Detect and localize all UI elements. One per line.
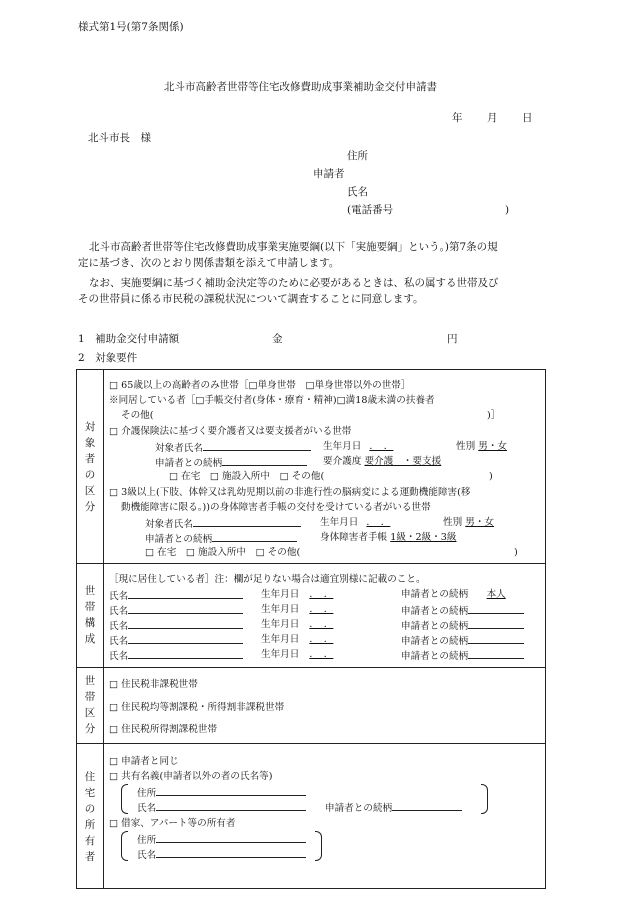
household-dob-field[interactable]: ． ． xyxy=(309,619,334,630)
other-label: その他( xyxy=(121,410,154,421)
requirements-table: 対 象 者 の 区 分 世 帯 構 成 世 帯 区 分 住 宅 の 所 有 者 □ 65歳以上の高齢者のみ世帯［□単身世帯 □単身世帯以外の世帯］ ※同居している者［□手帳交付者(身体・療育・精神)□満18歳未満の扶養者 その他( )］ □ 介護保険法に基づく要介護者又は要支援者がいる世帯 対象者氏名 生年月日 ． ． 性別 男・女 申請者との続柄 要介護度 要介護 ・要支援 □ 在宅 □ 施設入所中 □ その他( ) □ 3級以上(下肢、体幹又は乳幼児期以前の非進行性の脳病変による運動機能障害(移 動機能障害に限る。))の身体障害者手帳の交付を受けている者がいる世帯 対象者氏名 生年月日 ． ． 性別 男・女 申請者との続柄 身体障害者手帳 1級・2級・3級 □ 在宅 □ 施設入所中 □ その他( ) ［現に居住している者］注：欄が足りない場合は適宜別様に記載のこと。 氏名 生年月日 ． ． 申請者との続柄 本人 氏名 生年月日 ． ． 申請者との続柄 氏名 生年月日 ． ． 申請者との続柄 氏名 生年月日 ． ． 申請者との続柄 氏名 生年月日 ． ． 申請者との続柄 □ 住民税非課税世帯 □ 住民税均等割課税・所得割非課税世帯 □ 住民税所得割課税世帯 □ 申請者と同じ □ 共有名義(申請者以外の者の氏名等) 住所 氏名 申請者との続柄 □ 借家、アパート等の所有者 住所 氏名 xyxy=(76,369,546,889)
section-header-household: 世 帯 構 成 xyxy=(84,585,96,645)
care-target-relation: 申請者との続柄 xyxy=(155,455,307,470)
addressee: 北斗市長 様 xyxy=(88,132,151,144)
row-divider-2 xyxy=(77,667,545,668)
column-divider xyxy=(103,370,104,888)
item2-label: 2 対象要件 xyxy=(78,352,138,364)
phone-close: ) xyxy=(505,204,510,216)
care-residence-options[interactable]: □ 在宅 □ 施設入所中 □ その他( xyxy=(169,471,325,482)
household-relation-field[interactable] xyxy=(468,633,524,644)
care-target-name: 対象者氏名 xyxy=(155,440,311,455)
applicant-label: 申請者 xyxy=(313,168,345,180)
other-close: )］ xyxy=(487,410,501,421)
care-residence-close: ) xyxy=(489,471,493,482)
intro-p2-line1: なお、実施要綱に基づく補助金決定等のために必要があるときは、私の属する世帯及び xyxy=(89,277,499,289)
disability-target-dob-field[interactable]: ． ． xyxy=(366,517,391,528)
item1-label: 1 補助金交付申請額 xyxy=(78,333,180,345)
row-divider-3 xyxy=(77,743,545,744)
intro-p1-line1: 北斗市高齢者世帯等住宅改修費助成事業実施要綱(以下「実施要綱」という。)第7条の規 xyxy=(89,241,498,253)
household-name-field[interactable] xyxy=(128,603,243,614)
household-dob-field[interactable]: ． ． xyxy=(309,589,334,600)
bracket-left xyxy=(121,831,128,861)
household-name-field[interactable] xyxy=(128,618,243,629)
checkbox-owner-same[interactable]: □ 申請者と同じ xyxy=(109,756,179,767)
household-dob-field[interactable]: ． ． xyxy=(309,634,334,645)
rental-owner-address: 住所 xyxy=(137,832,306,847)
care-level-field[interactable]: 要介護 ・要支援 xyxy=(364,456,442,467)
shared-owner-name-field[interactable] xyxy=(156,800,306,811)
disability-handbook-field[interactable]: 1級・2級・3級 xyxy=(390,532,457,543)
rental-owner-name-field[interactable] xyxy=(156,847,306,858)
form-number: 様式第1号(第7条関係) xyxy=(78,21,184,33)
household-name-field[interactable] xyxy=(128,588,243,599)
disability-line-2: 動機能障害に限る。))の身体障害者手帳の交付を受けている者がいる世帯 xyxy=(121,502,431,513)
checkbox-disability[interactable]: □ 3級以上(下肢、体幹又は乳幼児期以前の非進行性の脳病変による運動機能障害(移 xyxy=(109,487,471,498)
intro-paragraph-2 xyxy=(78,275,550,307)
disability-target-dob: 生年月日 ． ． xyxy=(320,516,398,529)
disability-target-name-field[interactable] xyxy=(193,516,301,527)
disability-target-sex-field[interactable]: 男・女 xyxy=(465,517,495,528)
care-target-relation-field[interactable] xyxy=(222,455,307,466)
household-name-field[interactable] xyxy=(128,633,243,644)
household-relation-field[interactable] xyxy=(468,648,524,659)
bracket-right xyxy=(481,784,488,814)
checkbox-owner-rental[interactable]: □ 借家、アパート等の所有者 xyxy=(109,818,236,829)
checkbox-owner-shared[interactable]: □ 共有名義(申請者以外の者の氏名等) xyxy=(109,771,273,782)
row-divider-1 xyxy=(77,563,545,564)
care-target-sex-field[interactable]: 男・女 xyxy=(478,441,508,452)
phone-label: (電話番号 xyxy=(347,204,394,216)
care-level: 要介護度 要介護 ・要支援 xyxy=(323,456,442,467)
page-title: 北斗市高齢者世帯等住宅改修費助成事業補助金交付申請書 xyxy=(164,81,437,93)
household-dob-field[interactable]: ． ． xyxy=(309,649,334,660)
intro-paragraph-1 xyxy=(78,239,550,271)
disability-target-name: 対象者氏名 xyxy=(145,516,301,531)
checkbox-tax-exempt[interactable]: □ 住民税非課税世帯 xyxy=(109,679,198,690)
applicant-name-label: 氏名 xyxy=(347,186,368,198)
care-target-sex: 性別 男・女 xyxy=(456,441,508,452)
disability-residence-close: ) xyxy=(514,547,518,558)
checkbox-tax-income[interactable]: □ 住民税所得割課税世帯 xyxy=(109,724,218,735)
household-name-field[interactable] xyxy=(128,648,243,659)
care-target-name-field[interactable] xyxy=(203,440,311,451)
section-header-owner: 住 宅 の 所 有 者 xyxy=(84,770,96,863)
household-relation-field[interactable]: 本人 xyxy=(486,589,506,600)
bracket-right xyxy=(315,831,322,861)
disability-residence-options[interactable]: □ 在宅 □ 施設入所中 □ その他( xyxy=(145,547,301,558)
checkbox-elderly-household[interactable]: □ 65歳以上の高齢者のみ世帯［□単身世帯 □単身世帯以外の世帯］ xyxy=(109,380,411,391)
disability-target-relation-field[interactable] xyxy=(212,531,297,542)
shared-owner-relation: 申請者との続柄 xyxy=(325,800,462,815)
section-header-target: 対 象 者 の 区 分 xyxy=(84,420,96,513)
disability-handbook: 身体障害者手帳 1級・2級・3級 xyxy=(320,532,457,543)
shared-owner-relation-field[interactable] xyxy=(392,800,462,811)
care-target-dob-field[interactable]: ． ． xyxy=(369,441,394,452)
intro-p2-line2: その世帯員に係る市民税の課税状況について調査することに同意します。 xyxy=(78,293,424,305)
checkbox-tax-per-capita[interactable]: □ 住民税均等割課税・所得割非課税世帯 xyxy=(109,702,285,713)
date-day-label: 日 xyxy=(522,112,533,124)
date-year-label: 年 xyxy=(452,112,463,124)
cohabitant-note: ※同居している者［□手帳交付者(身体・療育・精神)□満18歳未満の扶養者 xyxy=(109,395,435,406)
rental-owner-address-field[interactable] xyxy=(156,832,306,843)
household-dob-field[interactable]: ． ． xyxy=(309,604,334,615)
intro-p1-line2: 定に基づき、次のとおり関係書類を添えて申請します。 xyxy=(78,257,340,269)
bracket-left xyxy=(121,784,128,814)
date-month-label: 月 xyxy=(487,112,498,124)
shared-owner-address: 住所 xyxy=(137,785,306,800)
disability-target-sex: 性別 男・女 xyxy=(443,517,495,528)
applicant-address-label: 住所 xyxy=(347,150,368,162)
household-note: ［現に居住している者］注：欄が足りない場合は適宜別様に記載のこと。 xyxy=(109,574,426,585)
household-relation-field[interactable] xyxy=(468,618,524,629)
item1-en: 円 xyxy=(447,333,458,345)
disability-target-relation: 申請者との続柄 xyxy=(145,531,297,546)
rental-owner-name: 氏名 xyxy=(137,847,306,862)
shared-owner-name: 氏名 xyxy=(137,800,306,815)
checkbox-care-insurance[interactable]: □ 介護保険法に基づく要介護者又は要支援者がいる世帯 xyxy=(109,426,352,437)
section-header-tax: 世 帯 区 分 xyxy=(84,675,96,735)
item1-kin: 金 xyxy=(272,333,283,345)
household-relation-field[interactable] xyxy=(468,603,524,614)
shared-owner-address-field[interactable] xyxy=(156,785,306,796)
care-target-dob: 生年月日 ． ． xyxy=(323,440,401,453)
